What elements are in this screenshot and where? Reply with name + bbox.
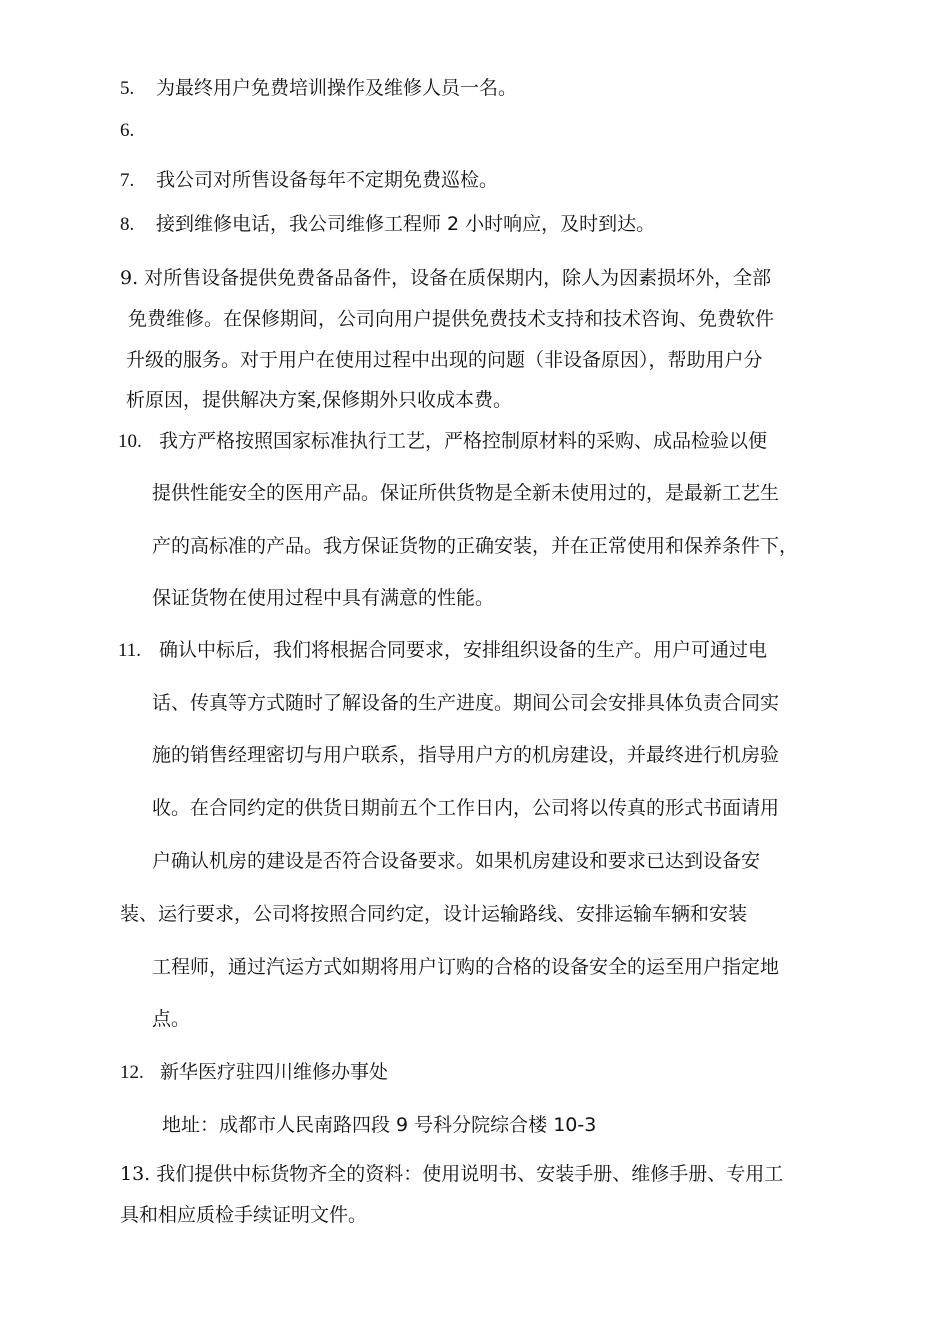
paragraph-11-line: 施的销售经理密切与用户联系，指导用户方的机房建设，并最终进行机房验 — [152, 744, 780, 766]
item-text: 我公司对所售设备每年不定期免费巡检。 — [156, 169, 499, 191]
paragraph-11-line: 点。 — [152, 1008, 191, 1030]
paragraph-11-line: 话、传真等方式随时了解设备的生产进度。期间公司会安排具体负责合同实 — [152, 692, 780, 714]
item-text: 接到维修电话，我公司维修工程师 2 小时响应，及时到达。 — [156, 213, 656, 235]
list-item-8 — [120, 212, 655, 237]
paragraph-11-line: 户确认机房的建设是否符合设备要求。如果机房建设和要求已达到设备安 — [152, 850, 761, 872]
list-item-10 — [118, 429, 767, 454]
paragraph-13-line: 具和相应质检手续证明文件。 — [120, 1204, 368, 1226]
item-number: 5. — [120, 78, 135, 99]
item-text: 确认中标后，我们将根据合同要求，安排组织设备的生产。用户可通过电 — [159, 639, 768, 661]
list-item-5 — [120, 76, 517, 101]
paragraph-10-line: 提供性能安全的医用产品。保证所供货物是全新未使用过的，是最新工艺生 — [152, 482, 780, 504]
paragraph-9-line: 免费维修。在保修期间，公司向用户提供免费技术支持和技术咨询、免费软件 — [128, 308, 775, 330]
paragraph-9-line: 析原因，提供解决方案,保修期外只收成本费。 — [126, 389, 513, 411]
paragraph-11-line: 工程师，通过汽运方式如期将用户订购的合格的设备安全的运至用户指定地 — [152, 956, 780, 978]
item-text: 我方严格按照国家标准执行工艺，严格控制原材料的采购、成品检验以便 — [159, 430, 768, 452]
paragraph-11-line: 装、运行要求，公司将按照合同约定，设计运输路线、安排运输车辆和安装 — [120, 903, 748, 925]
item-number: 6. — [120, 120, 135, 141]
item-number: 10. — [118, 431, 142, 452]
paragraph-11-line: 收。在合同约定的供货日期前五个工作日内，公司将以传真的形式书面请用 — [152, 797, 780, 819]
list-item-7 — [120, 168, 498, 193]
paragraph-13-line: 13. 我们提供中标货物齐全的资料：使用说明书、安装手册、维修手册、专用工 — [120, 1163, 784, 1185]
office-address: 地址：成都市人民南路四段 9 号科分院综合楼 10-3 — [162, 1114, 597, 1136]
paragraph-9-line: 升级的服务。对于用户在使用过程中出现的问题（非设备原因），帮助用户分 — [126, 349, 763, 371]
item-number: 7. — [120, 170, 135, 191]
item-number: 12. — [120, 1062, 144, 1083]
item-text: 新华医疗驻四川维修办事处 — [160, 1061, 389, 1083]
item-number: 11. — [118, 640, 142, 661]
list-item-6 — [120, 118, 156, 143]
list-item-12 — [120, 1060, 388, 1085]
item-number: 8. — [120, 214, 135, 235]
paragraph-10-line: 产的高标准的产品。我方保证货物的正确安装，并在正常使用和保养条件下， — [152, 535, 799, 557]
paragraph-9-line: 9. 对所售设备提供免费备品备件，设备在质保期内，除人为因素损坏外，全部 — [120, 267, 772, 289]
paragraph-10-line: 保证货物在使用过程中具有满意的性能。 — [152, 587, 495, 609]
list-item-11 — [118, 638, 767, 663]
item-text: 为最终用户免费培训操作及维修人员一名。 — [156, 77, 518, 99]
